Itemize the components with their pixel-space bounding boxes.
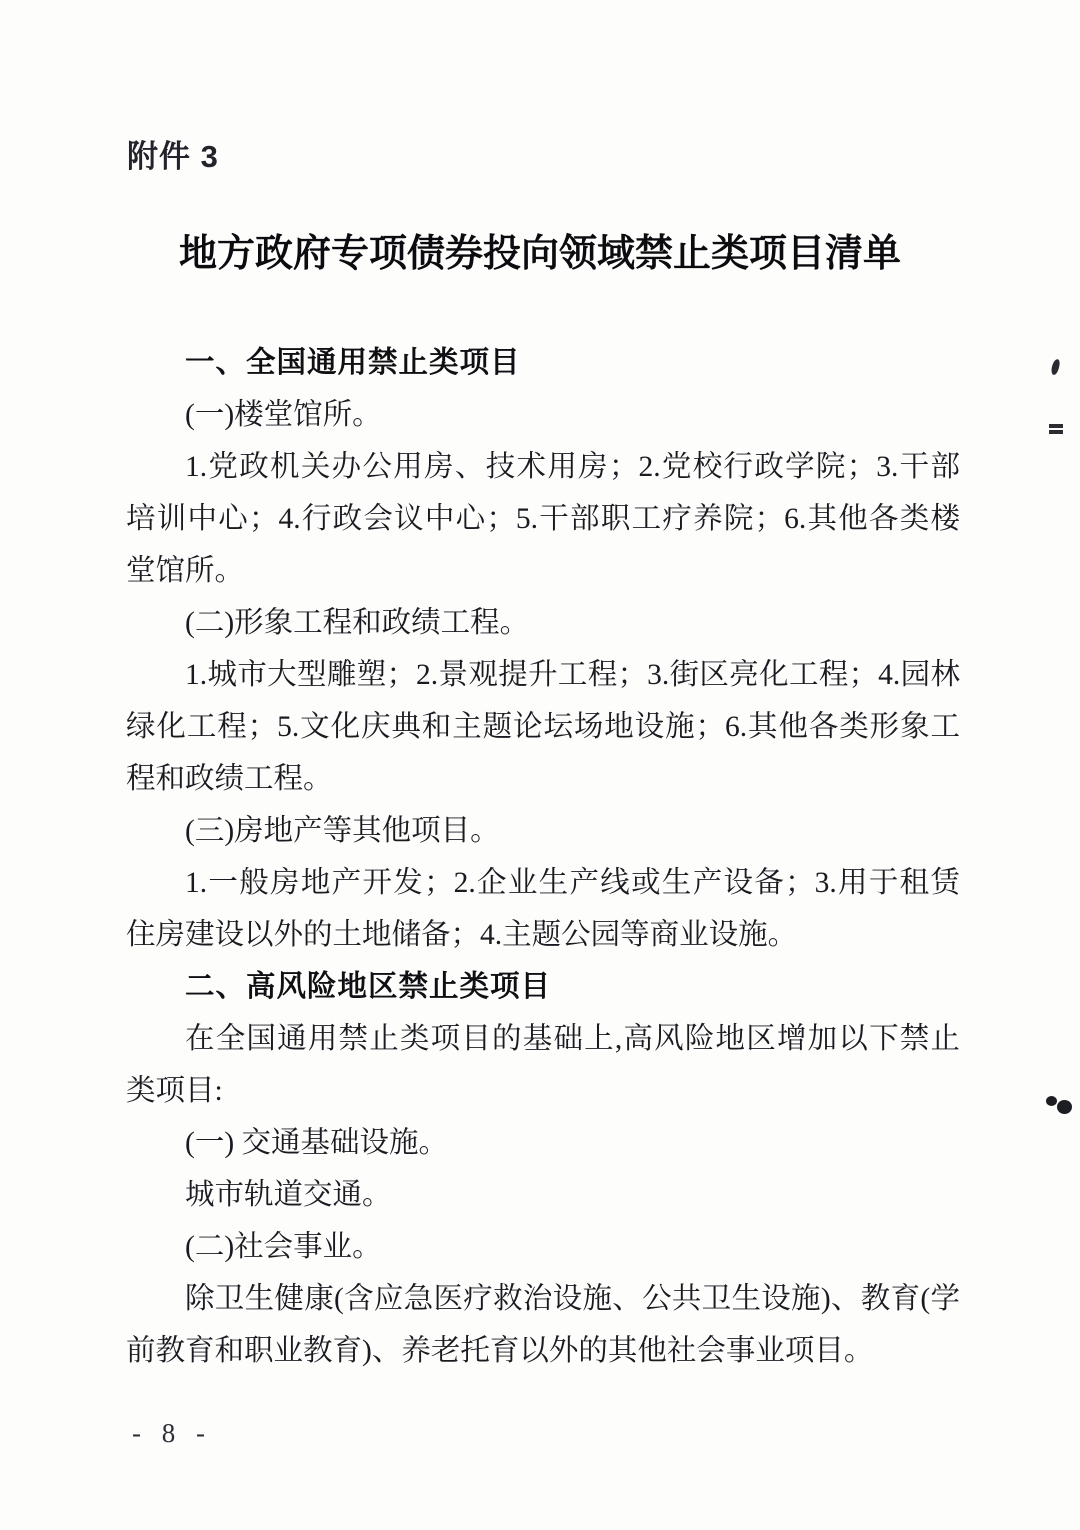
text-line: 类项目: (126, 1075, 223, 1107)
text-line: 住房建设以外的土地储备；4.主题公园等商业设施。 (126, 919, 798, 951)
scan-artifact-blob (1046, 1096, 1057, 1106)
attachment-label: 附件 3 (127, 139, 219, 174)
section-heading: 一、全国通用禁止类项目 (185, 346, 521, 379)
text-line: (二)社会事业。 (185, 1231, 382, 1263)
text-line: 1.一般房地产开发；2.企业生产线或生产设备；3.用于租赁 (185, 867, 960, 899)
scan-artifact-dash (1049, 424, 1063, 428)
section-heading: 二、高风险地区禁止类项目 (185, 970, 552, 1003)
text-line: 程和政绩工程。 (126, 763, 333, 795)
document-title: 地方政府专项债券投向领域禁止类项目清单 (178, 233, 901, 275)
scan-artifact-tick (1050, 358, 1061, 375)
text-line: 1.党政机关办公用房、技术用房；2.党校行政学院；3.干部 (185, 451, 960, 483)
text-line: 绿化工程；5.文化庆典和主题论坛场地设施；6.其他各类形象工 (126, 711, 960, 743)
text-line: (二)形象工程和政绩工程。 (185, 607, 530, 639)
text-line: 1.城市大型雕塑；2.景观提升工程；3.街区亮化工程；4.园林 (185, 659, 960, 691)
text-line: 前教育和职业教育)、养老托育以外的其他社会事业项目。 (126, 1335, 874, 1367)
text-line: (一) 交通基础设施。 (185, 1127, 449, 1159)
text-line: 培训中心；4.行政会议中心；5.干部职工疗养院；6.其他各类楼 (126, 503, 960, 535)
text-line: (一)楼堂馆所。 (185, 399, 382, 431)
page-number: - 8 - (132, 1418, 212, 1448)
text-line: 除卫生健康(含应急医疗救治设施、公共卫生设施)、教育(学 (185, 1283, 960, 1315)
text-line: 堂馆所。 (126, 555, 245, 587)
text-line: 城市轨道交通。 (185, 1179, 392, 1211)
text-line: 在全国通用禁止类项目的基础上,高风险地区增加以下禁止 (185, 1023, 960, 1055)
text-line: (三)房地产等其他项目。 (185, 815, 500, 847)
document-body (126, 337, 960, 1377)
